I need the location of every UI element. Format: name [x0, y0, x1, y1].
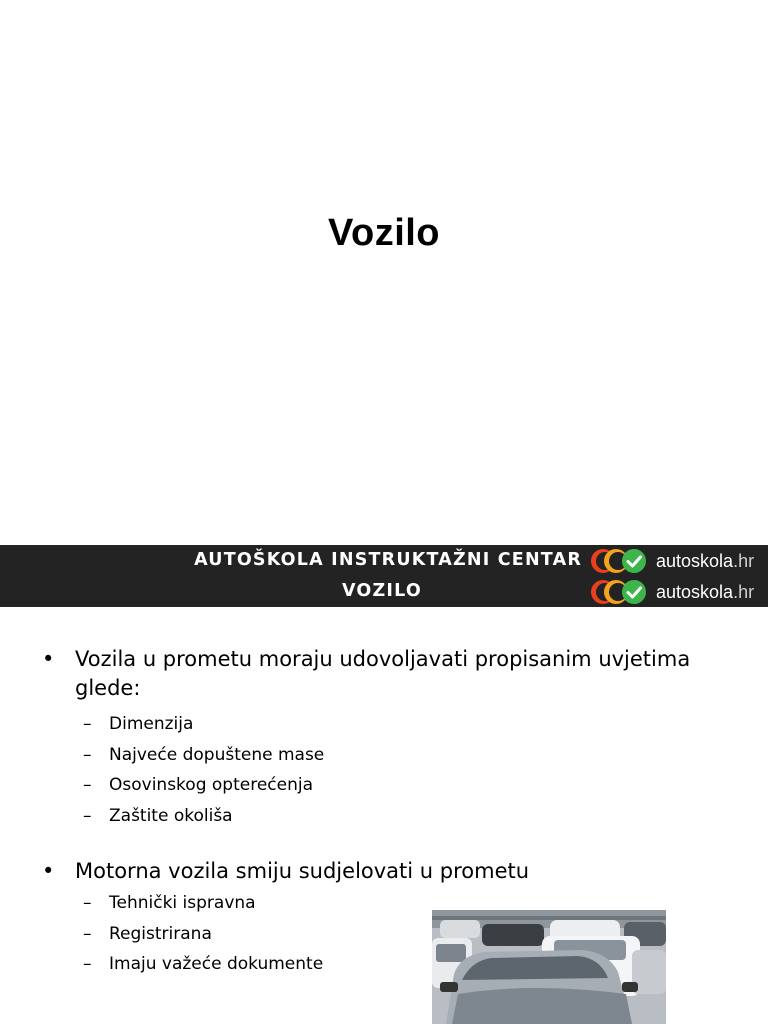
list-item: – Tehnički ispravna — [83, 893, 256, 913]
logo-text: autoskola.hr — [656, 582, 755, 602]
traffic-light-check-icon — [590, 548, 652, 574]
list-item: – Registrirana — [83, 923, 212, 944]
bullet-dot-icon: • — [42, 647, 55, 671]
banner-topic: VOZILO — [342, 581, 422, 601]
bullet-motor-vehicles: • Motorna vozila smiju sudjelovati u prometu — [42, 857, 722, 886]
banner-row-2 — [0, 576, 768, 607]
autoskola-logo — [590, 548, 768, 574]
slide-title: Vozilo — [327, 212, 441, 254]
parked-cars-photo — [432, 910, 666, 1024]
bullet-requirements: • Vozila u prometu moraju udovoljavati propisanim uvjetima glede: — [42, 647, 691, 700]
list-item: – Osovinskog opterećenja — [83, 775, 313, 795]
list-item: – Imaju važeće dokumente — [83, 954, 324, 974]
list-item: – Zaštite okoliša — [83, 805, 233, 826]
list-item: – Dimenzija — [83, 714, 194, 734]
logo-text: autoskola.hr — [656, 551, 755, 571]
autoskola-logo — [590, 579, 768, 605]
header-banner — [0, 545, 768, 607]
banner-row-1 — [0, 545, 768, 576]
traffic-light-check-icon — [590, 579, 652, 605]
list-item: – Najveće dopuštene mase — [83, 744, 325, 765]
banner-school-name: AUTOŠKOLA INSTRUKTAŽNI CENTAR — [194, 550, 582, 570]
requirements-list — [42, 709, 722, 831]
bullet-dot-icon: • — [42, 859, 55, 883]
